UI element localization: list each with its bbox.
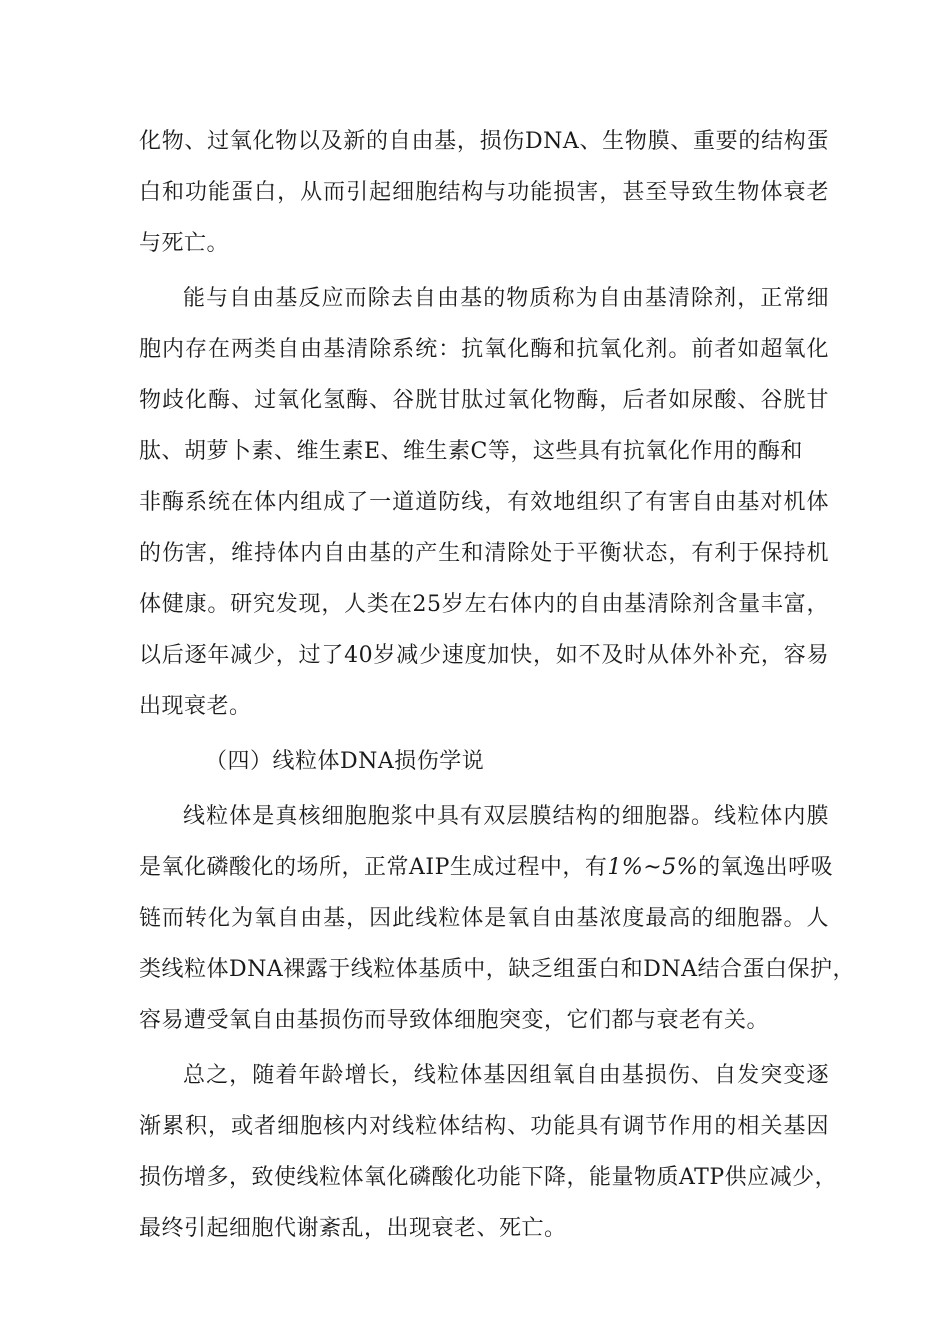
paragraph-line: 出现衰老。 [139, 694, 252, 719]
paragraph-line: 线粒体是真核细胞胞浆中具有双层膜结构的细胞器。线粒体内膜 [183, 804, 829, 829]
paragraph-line-end: 的氧逸出呼吸 [698, 855, 834, 880]
paragraph-line: 以后逐年减少，过了40岁减少速度加快，如不及时从体外补充，容易 [139, 643, 829, 668]
paragraph-line: 能与自由基反应而除去自由基的物质称为自由基清除剂，正常细 [183, 286, 829, 311]
paragraph-line: 肽、胡萝卜素、维生素E、维生素C等，这些具有抗氧化作用的酶和 [139, 439, 803, 464]
paragraph-line-start: 是氧化磷酸化的场所，正常AIP生成过程中，有 [139, 855, 608, 880]
paragraph-4 [139, 1050, 838, 1254]
paragraph-line: 物歧化酶、过氧化氢酶、谷胱甘肽过氧化物酶，后者如尿酸、谷胱甘 [139, 388, 829, 413]
paragraph-line: 化物、过氧化物以及新的自由基，损伤DNA、生物膜、重要的结构蛋 [139, 129, 829, 154]
paragraph-line: 白和功能蛋白，从而引起细胞结构与功能损害，甚至导致生物体衰老 [139, 180, 829, 205]
paragraph-line: 类线粒体DNA裸露于线粒体基质中，缺乏组蛋白和DNA结合蛋白保护， [139, 957, 856, 982]
paragraph-line: 渐累积，或者细胞核内对线粒体结构、功能具有调节作用的相关基因 [139, 1114, 829, 1139]
paragraph-line: 体健康。研究发现，人类在25岁左右体内的自由基清除剂含量丰富， [139, 592, 829, 617]
percentage-range: 1%~5% [607, 855, 699, 880]
paragraph-line: 胞内存在两类自由基清除系统：抗氧化酶和抗氧化剂。前者如超氧化 [139, 337, 829, 362]
paragraph-line: 的伤害，维持体内自由基的产生和清除处于平衡状态，有利于保持机 [139, 541, 829, 566]
section-heading: （四）线粒体DNA损伤学说 [205, 749, 485, 774]
paragraph-line: 链而转化为氧自由基，因此线粒体是氧自由基浓度最高的细胞器。人 [139, 906, 829, 931]
paragraph-line [139, 842, 834, 893]
paragraph-line: 容易遭受氧自由基损伤而导致体细胞突变，它们都与衰老有关。 [139, 1008, 770, 1033]
document-body [139, 116, 856, 1254]
paragraph-line: 与死亡。 [139, 231, 230, 256]
paragraph-line: 损伤增多，致使线粒体氧化磷酸化功能下降，能量物质ATP供应减少， [139, 1165, 838, 1190]
paragraph-1 [139, 116, 829, 269]
paragraph-line: 非酶系统在体内组成了一道道防线，有效地组织了有害自由基对机体 [139, 490, 829, 515]
paragraph-line: 最终引起细胞代谢紊乱，出现衰老、死亡。 [139, 1216, 567, 1241]
paragraph-3 [139, 791, 856, 1046]
paragraph-2 [139, 273, 829, 732]
paragraph-line: 总之，随着年龄增长，线粒体基因组氧自由基损伤、自发突变逐 [183, 1063, 829, 1088]
